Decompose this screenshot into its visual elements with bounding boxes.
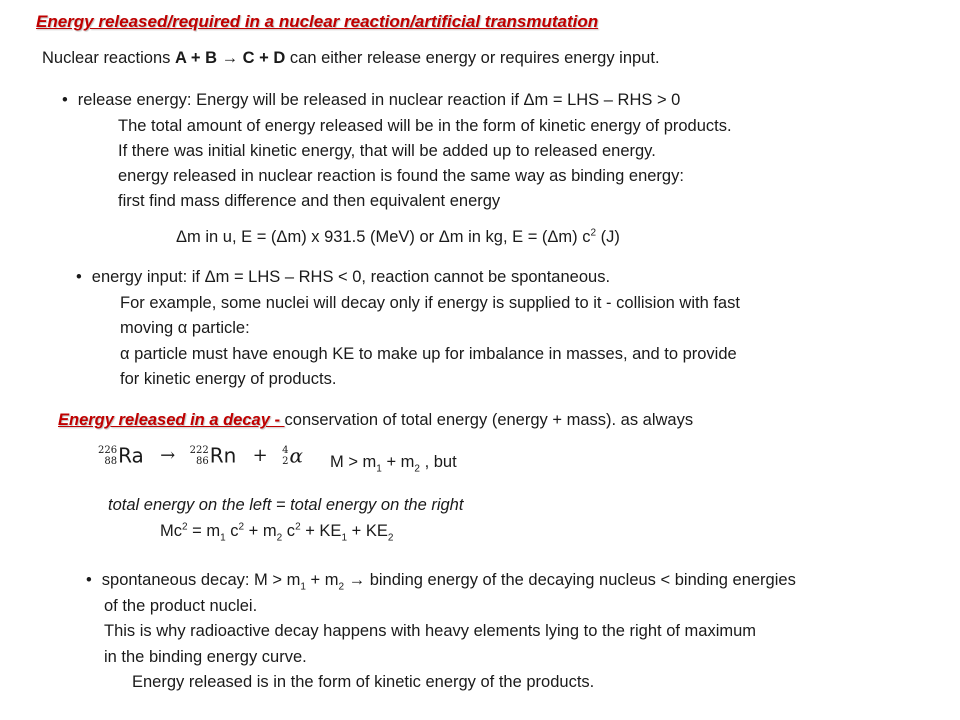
radon-symbol: Rn bbox=[209, 443, 237, 468]
subscript: 2 bbox=[276, 532, 283, 544]
mass-relation-pre: M > m bbox=[330, 453, 377, 471]
radon-atomic-number: 86 bbox=[195, 455, 209, 467]
energy-statement: total energy on the left = total energy on the right bbox=[108, 496, 464, 514]
eq-term: c bbox=[282, 522, 296, 540]
radon-mass-number: 222 bbox=[189, 444, 209, 456]
energy-formula-exponent: 2 bbox=[590, 227, 597, 239]
spontaneous-post: → binding energy of the decaying nucleus < binding energies bbox=[344, 571, 796, 589]
spontaneous-pre: spontaneous decay: M > m bbox=[101, 571, 301, 589]
intro-post: can either release energy or requires energy input. bbox=[285, 49, 660, 67]
mass-relation bbox=[330, 452, 457, 475]
superscript: 2 bbox=[238, 521, 245, 533]
subscript: 2 bbox=[338, 581, 345, 593]
spontaneous-bullet bbox=[86, 570, 796, 593]
input-line: for kinetic energy of products. bbox=[120, 370, 337, 388]
subscript: 1 bbox=[300, 581, 306, 593]
input-line: moving α particle: bbox=[120, 319, 250, 337]
page-title: Energy released/required in a nuclear reaction/artificial transmutation bbox=[36, 12, 599, 31]
intro-text bbox=[42, 48, 660, 68]
decay-heading: Energy released in a decay - bbox=[58, 411, 285, 429]
release-line: The total amount of energy released will be in the form of kinetic energy of products. bbox=[118, 117, 732, 135]
energy-formula-main: Δm in u, E = (Δm) x 931.5 (MeV) or Δm in kg, E = (Δm) c bbox=[176, 228, 591, 246]
plus-sign: + bbox=[252, 445, 268, 466]
radium-mass-number: 226 bbox=[98, 444, 118, 456]
eq-term: = m bbox=[187, 522, 221, 540]
alpha-particle bbox=[282, 442, 303, 468]
mass-relation-post: , but bbox=[419, 453, 457, 471]
eq-term: + m bbox=[244, 522, 277, 540]
release-line: If there was initial kinetic energy, that will be added up to released energy. bbox=[118, 142, 656, 160]
spontaneous-line: in the binding energy curve. bbox=[104, 648, 307, 666]
eq-term: Mc bbox=[160, 522, 182, 540]
release-bullet: • release energy: Energy will be released in nuclear reaction if Δm = LHS – RHS > 0 bbox=[62, 90, 680, 110]
radium-atomic-number: 88 bbox=[104, 455, 118, 467]
input-bullet: • energy input: if Δm = LHS – RHS < 0, reaction cannot be spontaneous. bbox=[76, 267, 610, 287]
radium-nucleus bbox=[98, 442, 144, 468]
spontaneous-line: of the product nuclei. bbox=[104, 597, 258, 615]
superscript: 2 bbox=[182, 521, 188, 533]
release-line: energy released in nuclear reaction is found the same way as binding energy: bbox=[118, 167, 684, 185]
eq-term: + KE bbox=[300, 522, 342, 540]
subscript: 1 bbox=[341, 532, 348, 544]
reaction-equation: A + B → C + D bbox=[174, 49, 286, 67]
intro-pre: Nuclear reactions bbox=[42, 49, 175, 67]
superscript: 2 bbox=[295, 521, 301, 533]
decay-heading-line bbox=[58, 410, 693, 430]
alpha-mass-number: 4 bbox=[282, 444, 289, 456]
alpha-symbol: α bbox=[289, 443, 303, 468]
decay-equation bbox=[98, 442, 305, 468]
spontaneous-mid: + m bbox=[305, 571, 339, 589]
radon-nucleus bbox=[190, 442, 237, 468]
subscript: 1 bbox=[376, 463, 382, 475]
energy-formula bbox=[176, 227, 620, 247]
input-line: α particle must have enough KE to make up for imbalance in masses, and to provide bbox=[120, 345, 737, 363]
subscript: 2 bbox=[387, 532, 394, 544]
release-line: first find mass difference and then equivalent energy bbox=[118, 192, 501, 210]
alpha-atomic-number: 2 bbox=[282, 455, 289, 467]
input-line: For example, some nuclei will decay only if energy is supplied to it - collision with fast bbox=[120, 294, 740, 312]
mass-relation-mid: + m bbox=[381, 453, 415, 471]
subscript: 2 bbox=[414, 463, 420, 475]
radium-symbol: Ra bbox=[118, 443, 144, 468]
eq-term: c bbox=[225, 522, 239, 540]
energy-formula-unit: (J) bbox=[596, 228, 620, 246]
spontaneous-line: Energy released is in the form of kinetic energy of the products. bbox=[132, 673, 595, 691]
spontaneous-line: This is why radioactive decay happens with heavy elements lying to the right of maximum bbox=[104, 622, 757, 640]
decay-heading-rest: conservation of total energy (energy + mass). as always bbox=[284, 411, 694, 429]
energy-equation bbox=[160, 521, 394, 544]
arrow-icon: → bbox=[160, 445, 176, 466]
subscript: 1 bbox=[220, 532, 226, 544]
eq-term: + KE bbox=[347, 522, 388, 540]
